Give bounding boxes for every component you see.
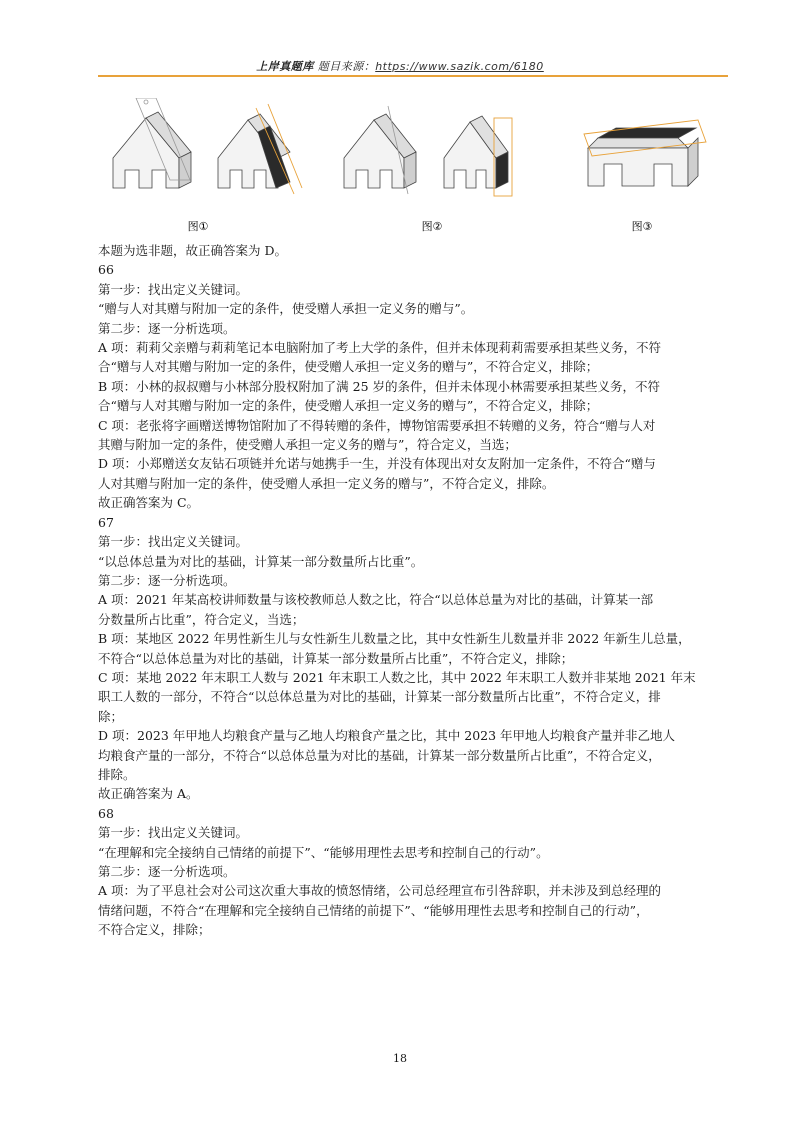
fig2-right-shape (444, 116, 512, 196)
text-line: 排除。 (98, 766, 136, 782)
text-line: 其赠与附加一定的条件，使受赠人承担一定义务的赠与”，符合定义，当选； (98, 437, 517, 453)
text-line: 第一步：找出定义关键词。 (98, 825, 249, 841)
text-line: 情绪问题，不符合“在理解和完全接纳自己情绪的前提下”、“能够用理性去思考和控制自己的行动”， (98, 902, 649, 918)
text-line: 除； (98, 708, 124, 724)
header-separator: 题目来源： (313, 60, 376, 73)
question-number: 68 (98, 805, 114, 821)
text-line: C 项：老张将字画赠送博物馆附加了不得转赠的条件，博物馆需要承担不转赠的义务，符合“赠与人对 (98, 417, 656, 433)
text-line: D 项：2023 年甲地人均粮食产量与乙地人均粮食产量之比，其中 2023 年甲地人均粮食产量并非乙地人 (98, 728, 676, 744)
figure-caption-3: 图③ (631, 220, 653, 233)
fig1-left-shape (113, 98, 191, 188)
figure-illustrations (98, 98, 728, 238)
text-line: 职工人数的一部分，不符合“以总体总量为对比的基础，计算某一部分数量所占比重”，不符合定义，排 (98, 689, 661, 705)
answer-explanations (98, 241, 730, 940)
question-number: 67 (98, 514, 114, 530)
text-line: 合“赠与人对其赠与附加一定的条件，使受赠人承担一定义务的赠与”，不符合定义，排除； (98, 359, 599, 375)
text-line: 本题为选非题，故正确答案为 D。 (98, 243, 287, 258)
text-line: 第二步：逐一分析选项。 (98, 320, 236, 336)
header-divider (98, 75, 728, 77)
text-line: “在理解和完全接纳自己情绪的前提下”、“能够用理性去思考和控制自己的行动”。 (98, 844, 549, 860)
text-line: 不符合“以总体总量为对比的基础，计算某一部分数量所占比重”，不符合定义，排除； (98, 650, 574, 666)
text-line: 故正确答案为 A。 (98, 786, 199, 802)
fig3-shape (584, 120, 706, 186)
text-line: 第一步：找出定义关键词。 (98, 534, 249, 550)
fig2-left-shape (344, 106, 416, 194)
text-line: 合“赠与人对其赠与附加一定的条件，使受赠人承担一定义务的赠与”，不符合定义，排除； (98, 398, 599, 414)
text-line: 均粮食产量的一部分，不符合“以总体总量为对比的基础，计算某一部分数量所占比重”，不符合定义， (98, 747, 661, 763)
figure-caption-2: 图② (421, 220, 443, 233)
figure-strip (98, 98, 728, 238)
text-line: “以总体总量为对比的基础，计算某一部分数量所占比重”。 (98, 553, 424, 569)
text-line: 人对其赠与附加一定的条件，使受赠人承担一定义务的赠与”，不符合定义，排除。 (98, 475, 555, 491)
question-number: 66 (98, 262, 114, 278)
text-line: 第二步：逐一分析选项。 (98, 864, 236, 879)
text-line: “赠与人对其赠与附加一定的条件，使受赠人承担一定义务的赠与”。 (98, 301, 474, 317)
text-line: 分数量所占比重”，符合定义，当选； (98, 611, 305, 627)
text-line: A 项：莉莉父亲赠与莉莉笔记本电脑附加了考上大学的条件，但并未体现莉莉需要承担某些义务，不符 (98, 340, 662, 356)
text-line: C 项：某地 2022 年末职工人数与 2021 年末职工人数之比，其中 2022 年末职工人数并非某地 2021 年末 (98, 669, 696, 685)
page-header (0, 58, 800, 74)
header-label: 上岸真题库 (256, 60, 314, 73)
text-line: B 项：某地区 2022 年男性新生儿与女性新生儿数量之比，其中女性新生儿数量并非 2022 年新生儿总量， (98, 631, 691, 647)
text-line: 故正确答案为 C。 (98, 495, 200, 511)
header-link[interactable]: https://www.sazik.com/6180 (375, 60, 544, 73)
fig1-right-shape (218, 104, 302, 194)
text-line: A 项：为了平息社会对公司这次重大事故的愤怒情绪，公司总经理宣布引咎辞职，并未涉及到总经理的 (98, 883, 662, 899)
text-line: A 项：2021 年某高校讲师数量与该校教师总人数之比，符合“以总体总量为对比的基础，计算某一部 (98, 592, 654, 608)
text-line: 第一步：找出定义关键词。 (98, 281, 249, 297)
text-line: D 项：小郑赠送女友钻石项链并允诺与她携手一生，并没有体现出对女友附加一定条件，不符合“赠与 (98, 456, 656, 472)
text-line: B 项：小林的叔叔赠与小林部分股权附加了满 25 岁的条件，但并未体现小林需要承担某些义务，不符 (98, 378, 661, 394)
figure-caption-1: 图① (187, 220, 209, 233)
text-line: 第二步：逐一分析选项。 (98, 572, 236, 588)
text-line: 不符合定义，排除； (98, 922, 211, 938)
page-number: 18 (393, 1052, 407, 1065)
